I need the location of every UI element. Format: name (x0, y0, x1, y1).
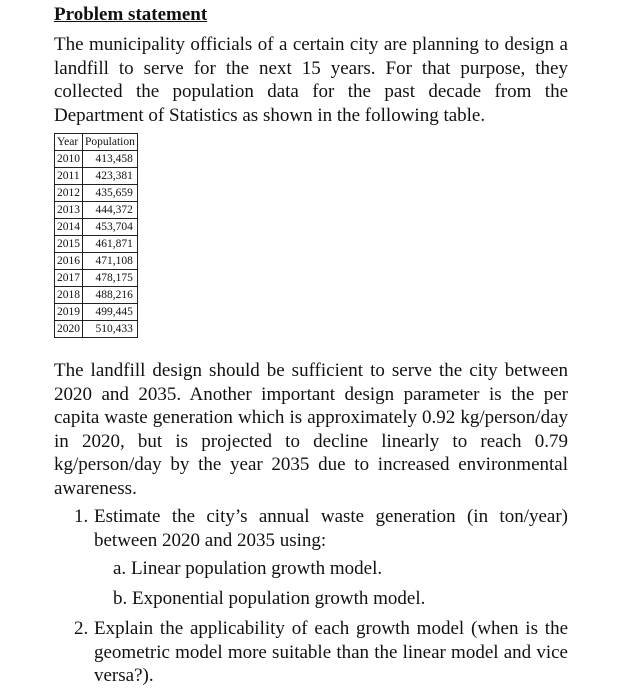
population-cell: 435,659 (83, 185, 138, 202)
question-2-text: Explain the applicability of each growth model (when is the geometric model more suitable than the linear model and vice versa?). (94, 618, 568, 686)
question-1 (74, 505, 568, 552)
year-cell: 2012 (55, 185, 83, 202)
population-table (54, 133, 138, 338)
population-cell: 461,871 (83, 236, 138, 253)
year-cell: 2011 (55, 168, 83, 185)
population-cell: 510,433 (83, 321, 138, 338)
year-cell: 2015 (55, 236, 83, 253)
year-cell: 2016 (55, 253, 83, 270)
population-cell: 488,216 (83, 287, 138, 304)
population-cell: 499,445 (83, 304, 138, 321)
table-row (55, 253, 138, 270)
year-cell: 2018 (55, 287, 83, 304)
question-2 (74, 617, 568, 688)
year-cell: 2010 (55, 151, 83, 168)
table-header-row (55, 134, 138, 151)
question-1a (113, 557, 382, 581)
table-row (55, 236, 138, 253)
population-cell: 444,372 (83, 202, 138, 219)
question-1a-text: Linear population growth model. (130, 558, 383, 579)
design-parameters-paragraph: The landfill design should be sufficient to serve the city between 2020 and 2035. Another important design parameter is the per capita waste generation which is approximately 0.92 kg/person/day in 2020, but is projected to decline linearly to reach 0.79 kg/person/day by the year 2035 due to increased environmental awareness. (54, 360, 568, 499)
year-column-header: Year (55, 134, 83, 151)
question-1-number: 1. (74, 506, 89, 527)
population-column-header: Population (83, 134, 138, 151)
table-row (55, 219, 138, 236)
question-1a-label: a. (113, 558, 127, 579)
population-cell: 413,458 (83, 151, 138, 168)
year-cell: 2017 (55, 270, 83, 287)
question-1-text: Estimate the city’s annual waste generation (in ton/year) between 2020 and 2035 using: (94, 506, 568, 551)
problem-statement-heading: Problem statement (54, 4, 208, 25)
intro-paragraph: The municipality officials of a certain city are planning to design a landfill to serve for the next 15 years. For that purpose, they collected the population data for the past decade from the Department of Statistics as shown in the following table. (54, 34, 568, 126)
population-cell: 471,108 (83, 253, 138, 270)
question-1b-label: b. (113, 588, 128, 609)
year-cell: 2019 (55, 304, 83, 321)
question-2-number: 2. (74, 618, 89, 639)
table-row (55, 202, 138, 219)
table-row (55, 151, 138, 168)
table-row (55, 270, 138, 287)
year-cell: 2014 (55, 219, 83, 236)
table-row (55, 304, 138, 321)
table-row (55, 287, 138, 304)
question-1b (113, 587, 425, 611)
population-cell: 453,704 (83, 219, 138, 236)
question-1b-text: Exponential population growth model. (132, 588, 426, 609)
table-row (55, 321, 138, 338)
population-cell: 423,381 (83, 168, 138, 185)
year-cell: 2013 (55, 202, 83, 219)
table-row (55, 168, 138, 185)
population-cell: 478,175 (83, 270, 138, 287)
table-row (55, 185, 138, 202)
year-cell: 2020 (55, 321, 83, 338)
